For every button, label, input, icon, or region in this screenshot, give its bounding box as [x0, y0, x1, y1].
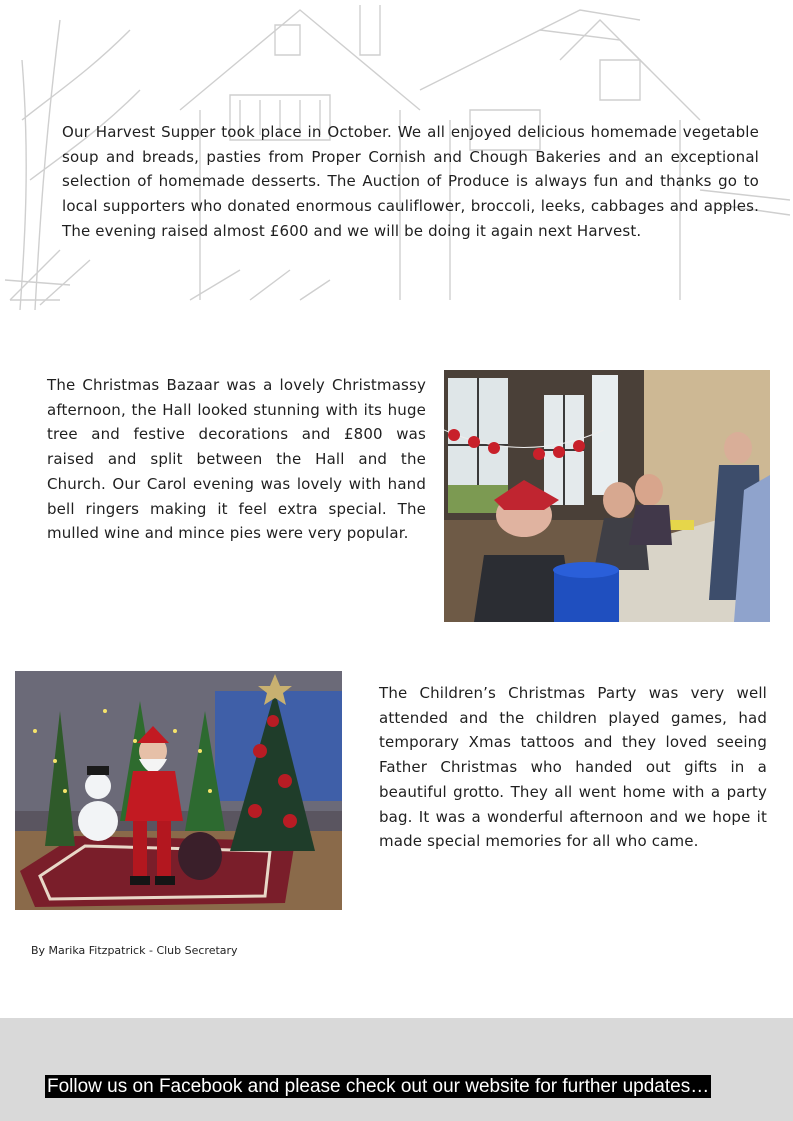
childrens-party-photo [15, 671, 342, 910]
childrens-party-paragraph: The Children’s Christmas Party was very well attended and the children played games, had temporary Xmas tattoos and they loved seeing Father Christmas who handed out gifts in a beautiful grotto. They all went home with a party bag. It was a wonderful afternoon and we hope it made special memories for all who came. [379, 684, 767, 851]
footer-follow-us-text: Follow us on Facebook and please check out our website for further updates… [47, 1076, 710, 1097]
footer-band [0, 1018, 793, 1121]
harvest-supper-paragraph: Our Harvest Supper took place in October. We all enjoyed delicious homemade vegetable soup and breads, pasties from Proper Cornish and Chough Bakeries and an exceptional selection of homemade desserts. The Auction of Produce is always fun and thanks go to local supporters who donated enormous cauliflower, broccoli, leeks, cabbages and apples. The evening raised almost £600 and we will be doing it again next Harvest. [62, 123, 759, 240]
christmas-bazaar-paragraph: The Christmas Bazaar was a lovely Christmassy afternoon, the Hall looked stunning with its huge tree and festive decorations and £800 was raised and split between the Hall and the Church. Our Carol evening was lovely with hand bell ringers making it feel extra special. The mulled wine and mince pies were very popular. [47, 376, 426, 543]
christmas-bazaar-photo [444, 370, 770, 622]
author-byline: By Marika Fitzpatrick - Club Secretary [31, 944, 238, 957]
